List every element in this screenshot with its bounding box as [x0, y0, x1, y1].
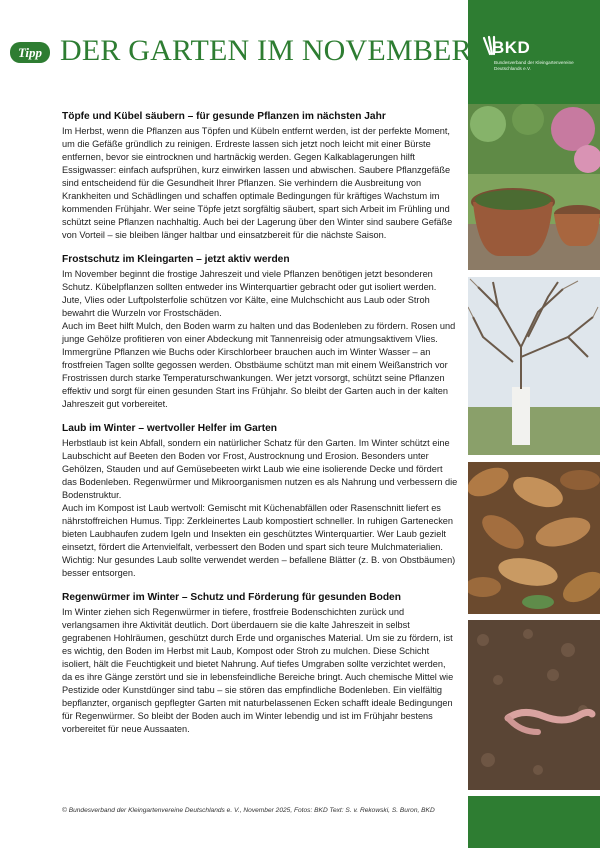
- section-frost: [62, 253, 458, 411]
- logo-block: [468, 0, 600, 104]
- logo-name: BKD: [492, 38, 531, 57]
- section-heading: Töpfe und Kübel säubern – für gesunde Pflanzen im nächsten Jahr: [62, 111, 386, 122]
- photo-whitewashed-tree: [468, 277, 600, 455]
- photo-flower-pots: [468, 104, 600, 270]
- section-worms: [62, 591, 458, 736]
- page-title: DER GARTEN IM NOVEMBER: [60, 34, 472, 67]
- tipp-badge: Tipp: [10, 42, 50, 63]
- photo-fallen-leaves: [468, 462, 600, 614]
- section-paragraph: Im November beginnt die frostige Jahreszeit und viele Pflanzen benötigen jetzt besonderen Schutz. Kübelpflanzen sollten entweder ins Winterquartier gebracht oder gut isoliert werden. Jute, Vlies oder Luftpolsterfolie schützen vor Kälte, eine Mulchschicht aus Laub oder Stroh bewahrt die Wurzeln vor Frostschäden.: [62, 269, 437, 318]
- photo-earthworm: [468, 620, 600, 790]
- section-heading: Regenwürmer im Winter – Schutz und Förderung für gesunden Boden: [62, 592, 401, 603]
- section-paragraph: Herbstlaub ist kein Abfall, sondern ein natürlicher Schatz für den Garten. Im Winter schützt eine Laubschicht auf Beeten den Boden vor Frost, Austrocknung und Erosion. Besonders unter Gehölzen, Stauden und auf Gemüsebeeten wirkt Laub wie eine isolierende Decke und fördert das Bodenleben. Regenwürmer und Mikroorganismen nutzen es als Nahrung und verbessern die Bodenstruktur.: [62, 438, 458, 500]
- section-leaves: [62, 422, 458, 580]
- main-content: [62, 110, 458, 747]
- footer-credits: © Bundesverband der Kleingartenvereine Deutschlands e. V., November 2025, Fotos: BKD Text: S. v. Rekowski, S. Buron, BKD: [62, 807, 435, 814]
- section-paragraph: Auch im Kompost ist Laub wertvoll: Gemischt mit Küchenabfällen oder Rasenschnitt liefert es nährstoffreichen Humus. Tipp: Zerkleinertes Laub kompostiert schneller. In ruhigen Gartenecken bieten Laubhaufen zudem Igeln und Insekten ein geschütztes Winterquartier. Wer Laub gezielt einsetzt, fördert die Artenvielfalt, verbessert den Boden und spart sich teure Mulchmaterialien. Wichtig: Nur gesundes Laub sollte verwendet werden – befallene Blätter (z. B. von Obstbäumen) besser entsorgen.: [62, 503, 456, 578]
- section-heading: Laub im Winter – wertvoller Helfer im Garten: [62, 423, 278, 434]
- section-paragraph: Auch im Beet hilft Mulch, den Boden warm zu halten und das Bodenleben zu fördern. Rosen und junge Gehölze profitieren von einer Abdeckung mit Tannenreisig oder atmungsaktivem Vlies. Immergrüne Pflanzen wie Buchs oder Kirschlorbeer brauchen auch im Winter Wasser – an frostfreien Tagen sollte gegossen werden. Obstbäume schützt man mit einem Weißanstrich vor Frostrissen durch starke Temperaturschwankungen. Wer jetzt vorsorgt, schützt seine Pflanzen effektiv und sorgt für einen gesunden Start ins Frühjahr. So bleibt der Garten auch in der kalten Jahreszeit gut vorbereitet.: [62, 321, 456, 409]
- logo-subtitle: Bundesverband der Kleingartenvereine Deutschlands e.V.: [494, 60, 574, 71]
- section-pots: [62, 110, 458, 242]
- footer-bar: [468, 796, 600, 848]
- section-paragraph: Im Herbst, wenn die Pflanzen aus Töpfen und Kübeln entfernt werden, ist der perfekte Moment, um die Gefäße gründlich zu reinigen. Erdreste lassen sich jetzt noch leicht mit einer Bürste entfernen, bevor sie eintrocknen und hartnäckig werden. Gegen Kalkablagerungen hilft Essigwasser: einfach aufsprühen, kurz einwirken lassen und abwischen. Saubere Pflanzgefäße sind entscheidend für die Gesundheit Ihrer Pflanzen. Sie verhindern die Ausbreitung von Krankheiten und Schädlingen und schaffen optimale Bedingungen für kräftiges Wachstum im kommenden Frühjahr. Wer seine Töpfe jetzt sorgfältig säubert, spart sich Arbeit im Frühling und schützt seine Pflanzen nachhaltig. Auch bei der Lagerung über den Winter sind saubere Gefäße von Vorteil – sie bleiben länger haltbar und einsatzbereit für die nächste Saison.: [62, 126, 453, 240]
- section-heading: Frostschutz im Kleingarten – jetzt aktiv werden: [62, 254, 290, 265]
- section-paragraph: Im Winter ziehen sich Regenwürmer in tiefere, frostfreie Bodenschichten zurück und verlangsamen ihre Aktivität deutlich. Dort überdauern sie die kalte Jahreszeit in selbst gegrabenen Hohlräumen, geschützt durch Erde und organisches Material. Um sie zu fördern, ist es wichtig, den Boden im Herbst mit Laub, Kompost oder Stroh zu mulchen. Diese Schicht isoliert, hält die Feuchtigkeit und bietet Nahrung. Auf tiefes Umgraben sollte verzichtet werden, da es ihre Gänge zerstört und sie in lebensfeindliche Bereiche bringt. Auch chemische Mittel wie Pestizide oder Kunstdünger sind tabu – sie stören das empfindliche Bodenleben. Ein vielfältig bepflanzter, organisch gepflegter Garten mit naturbelassenen Ecken schafft ideale Bedingungen für Regenwürmer. So bleibt der Boden auch im Winter lebendig und ist im Frühjahr bestens vorbereitet für neue Aussaaten.: [62, 607, 454, 734]
